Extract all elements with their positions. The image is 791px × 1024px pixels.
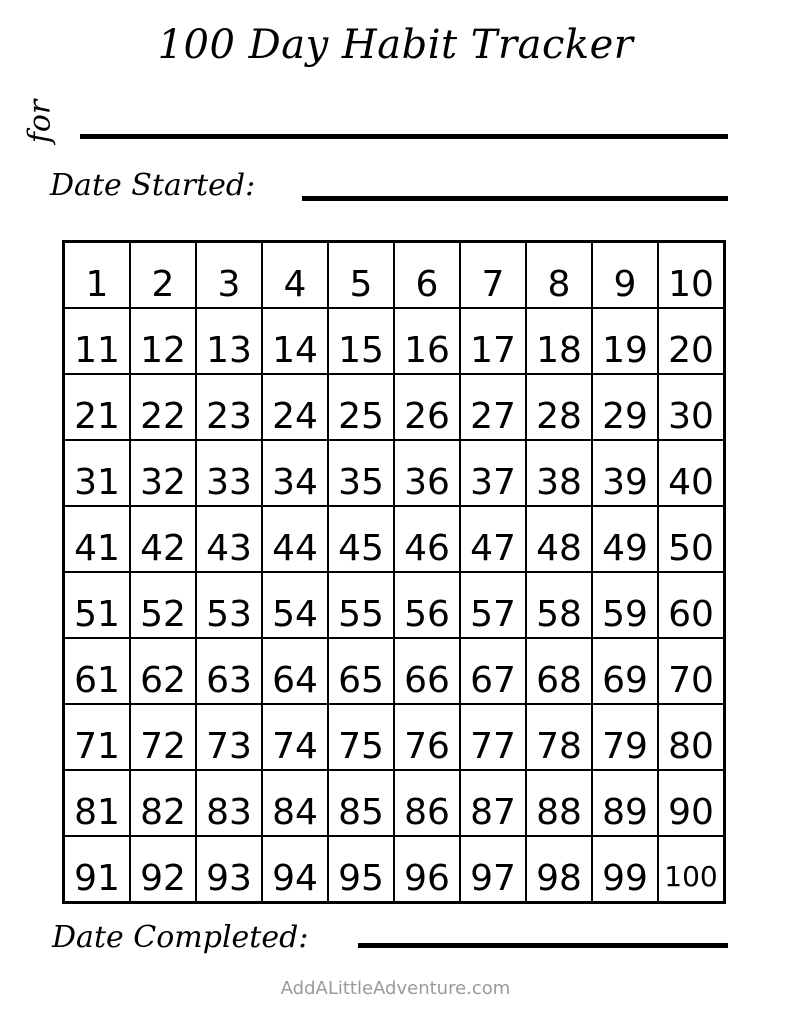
day-cell[interactable]: 89 bbox=[592, 770, 658, 836]
day-cell[interactable]: 71 bbox=[64, 704, 130, 770]
day-cell[interactable]: 46 bbox=[394, 506, 460, 572]
day-cell[interactable]: 28 bbox=[526, 374, 592, 440]
day-cell[interactable]: 82 bbox=[130, 770, 196, 836]
day-cell[interactable]: 77 bbox=[460, 704, 526, 770]
day-cell[interactable]: 22 bbox=[130, 374, 196, 440]
date-completed-label: Date Completed: bbox=[52, 920, 309, 955]
day-cell[interactable]: 93 bbox=[196, 836, 262, 902]
day-cell[interactable]: 27 bbox=[460, 374, 526, 440]
day-cell[interactable]: 80 bbox=[658, 704, 724, 770]
day-cell[interactable]: 75 bbox=[328, 704, 394, 770]
day-cell[interactable]: 35 bbox=[328, 440, 394, 506]
date-started-line bbox=[302, 196, 728, 201]
page-title: 100 Day Habit Tracker bbox=[157, 22, 634, 68]
day-cell[interactable]: 7 bbox=[460, 242, 526, 308]
day-cell[interactable]: 67 bbox=[460, 638, 526, 704]
day-cell[interactable]: 47 bbox=[460, 506, 526, 572]
day-cell[interactable]: 29 bbox=[592, 374, 658, 440]
day-cell[interactable]: 41 bbox=[64, 506, 130, 572]
day-cell[interactable]: 56 bbox=[394, 572, 460, 638]
day-cell[interactable]: 57 bbox=[460, 572, 526, 638]
day-cell[interactable]: 30 bbox=[658, 374, 724, 440]
day-cell[interactable]: 10 bbox=[658, 242, 724, 308]
day-cell[interactable]: 84 bbox=[262, 770, 328, 836]
day-cell[interactable]: 32 bbox=[130, 440, 196, 506]
day-cell[interactable]: 72 bbox=[130, 704, 196, 770]
day-cell[interactable]: 15 bbox=[328, 308, 394, 374]
day-cell[interactable]: 76 bbox=[394, 704, 460, 770]
day-cell[interactable]: 44 bbox=[262, 506, 328, 572]
day-cell[interactable]: 99 bbox=[592, 836, 658, 902]
day-cell[interactable]: 87 bbox=[460, 770, 526, 836]
day-cell[interactable]: 90 bbox=[658, 770, 724, 836]
day-cell[interactable]: 54 bbox=[262, 572, 328, 638]
day-cell[interactable]: 11 bbox=[64, 308, 130, 374]
day-cell[interactable]: 95 bbox=[328, 836, 394, 902]
day-cell[interactable]: 3 bbox=[196, 242, 262, 308]
for-label: for bbox=[22, 99, 58, 144]
day-cell[interactable]: 81 bbox=[64, 770, 130, 836]
day-cell[interactable]: 85 bbox=[328, 770, 394, 836]
day-cell[interactable]: 5 bbox=[328, 242, 394, 308]
day-cell[interactable]: 91 bbox=[64, 836, 130, 902]
date-completed-line bbox=[358, 943, 728, 948]
day-cell[interactable]: 51 bbox=[64, 572, 130, 638]
day-cell[interactable]: 20 bbox=[658, 308, 724, 374]
day-cell[interactable]: 43 bbox=[196, 506, 262, 572]
day-cell[interactable]: 96 bbox=[394, 836, 460, 902]
website-credit: AddALittleAdventure.com bbox=[280, 978, 511, 999]
day-cell[interactable]: 39 bbox=[592, 440, 658, 506]
day-cell[interactable]: 25 bbox=[328, 374, 394, 440]
day-cell[interactable]: 21 bbox=[64, 374, 130, 440]
for-name-line bbox=[80, 134, 728, 139]
day-cell[interactable]: 94 bbox=[262, 836, 328, 902]
habit-grid bbox=[62, 240, 726, 904]
day-cell[interactable]: 79 bbox=[592, 704, 658, 770]
day-cell[interactable]: 36 bbox=[394, 440, 460, 506]
day-cell[interactable]: 48 bbox=[526, 506, 592, 572]
day-cell[interactable]: 37 bbox=[460, 440, 526, 506]
day-cell[interactable]: 42 bbox=[130, 506, 196, 572]
day-cell[interactable]: 8 bbox=[526, 242, 592, 308]
day-cell[interactable]: 73 bbox=[196, 704, 262, 770]
day-cell[interactable]: 1 bbox=[64, 242, 130, 308]
day-cell[interactable]: 53 bbox=[196, 572, 262, 638]
day-cell[interactable]: 58 bbox=[526, 572, 592, 638]
day-cell[interactable]: 63 bbox=[196, 638, 262, 704]
day-cell[interactable]: 52 bbox=[130, 572, 196, 638]
day-cell[interactable]: 9 bbox=[592, 242, 658, 308]
day-cell[interactable]: 70 bbox=[658, 638, 724, 704]
day-cell[interactable]: 74 bbox=[262, 704, 328, 770]
day-cell[interactable]: 59 bbox=[592, 572, 658, 638]
day-cell[interactable]: 65 bbox=[328, 638, 394, 704]
day-cell[interactable]: 38 bbox=[526, 440, 592, 506]
day-cell[interactable]: 2 bbox=[130, 242, 196, 308]
day-cell[interactable]: 13 bbox=[196, 308, 262, 374]
day-cell[interactable]: 61 bbox=[64, 638, 130, 704]
day-cell[interactable]: 66 bbox=[394, 638, 460, 704]
day-cell[interactable]: 62 bbox=[130, 638, 196, 704]
day-cell[interactable]: 68 bbox=[526, 638, 592, 704]
day-cell[interactable]: 86 bbox=[394, 770, 460, 836]
day-cell[interactable]: 12 bbox=[130, 308, 196, 374]
day-cell[interactable]: 92 bbox=[130, 836, 196, 902]
day-cell[interactable]: 34 bbox=[262, 440, 328, 506]
day-cell[interactable]: 83 bbox=[196, 770, 262, 836]
day-cell[interactable]: 26 bbox=[394, 374, 460, 440]
day-cell[interactable]: 97 bbox=[460, 836, 526, 902]
day-cell[interactable]: 64 bbox=[262, 638, 328, 704]
day-cell[interactable]: 16 bbox=[394, 308, 460, 374]
day-cell[interactable]: 40 bbox=[658, 440, 724, 506]
day-cell[interactable]: 19 bbox=[592, 308, 658, 374]
day-cell[interactable]: 23 bbox=[196, 374, 262, 440]
day-cell[interactable]: 6 bbox=[394, 242, 460, 308]
day-cell[interactable]: 45 bbox=[328, 506, 394, 572]
day-cell[interactable]: 4 bbox=[262, 242, 328, 308]
day-cell[interactable]: 24 bbox=[262, 374, 328, 440]
day-cell[interactable]: 88 bbox=[526, 770, 592, 836]
day-cell[interactable]: 98 bbox=[526, 836, 592, 902]
date-started-label: Date Started: bbox=[50, 168, 256, 203]
day-cell[interactable]: 18 bbox=[526, 308, 592, 374]
day-cell[interactable]: 49 bbox=[592, 506, 658, 572]
day-cell[interactable]: 33 bbox=[196, 440, 262, 506]
day-cell[interactable]: 50 bbox=[658, 506, 724, 572]
day-cell[interactable]: 78 bbox=[526, 704, 592, 770]
day-cell[interactable]: 17 bbox=[460, 308, 526, 374]
day-cell[interactable]: 100 bbox=[658, 836, 724, 902]
day-cell[interactable]: 55 bbox=[328, 572, 394, 638]
day-cell[interactable]: 14 bbox=[262, 308, 328, 374]
day-cell[interactable]: 60 bbox=[658, 572, 724, 638]
day-cell[interactable]: 69 bbox=[592, 638, 658, 704]
day-cell[interactable]: 31 bbox=[64, 440, 130, 506]
